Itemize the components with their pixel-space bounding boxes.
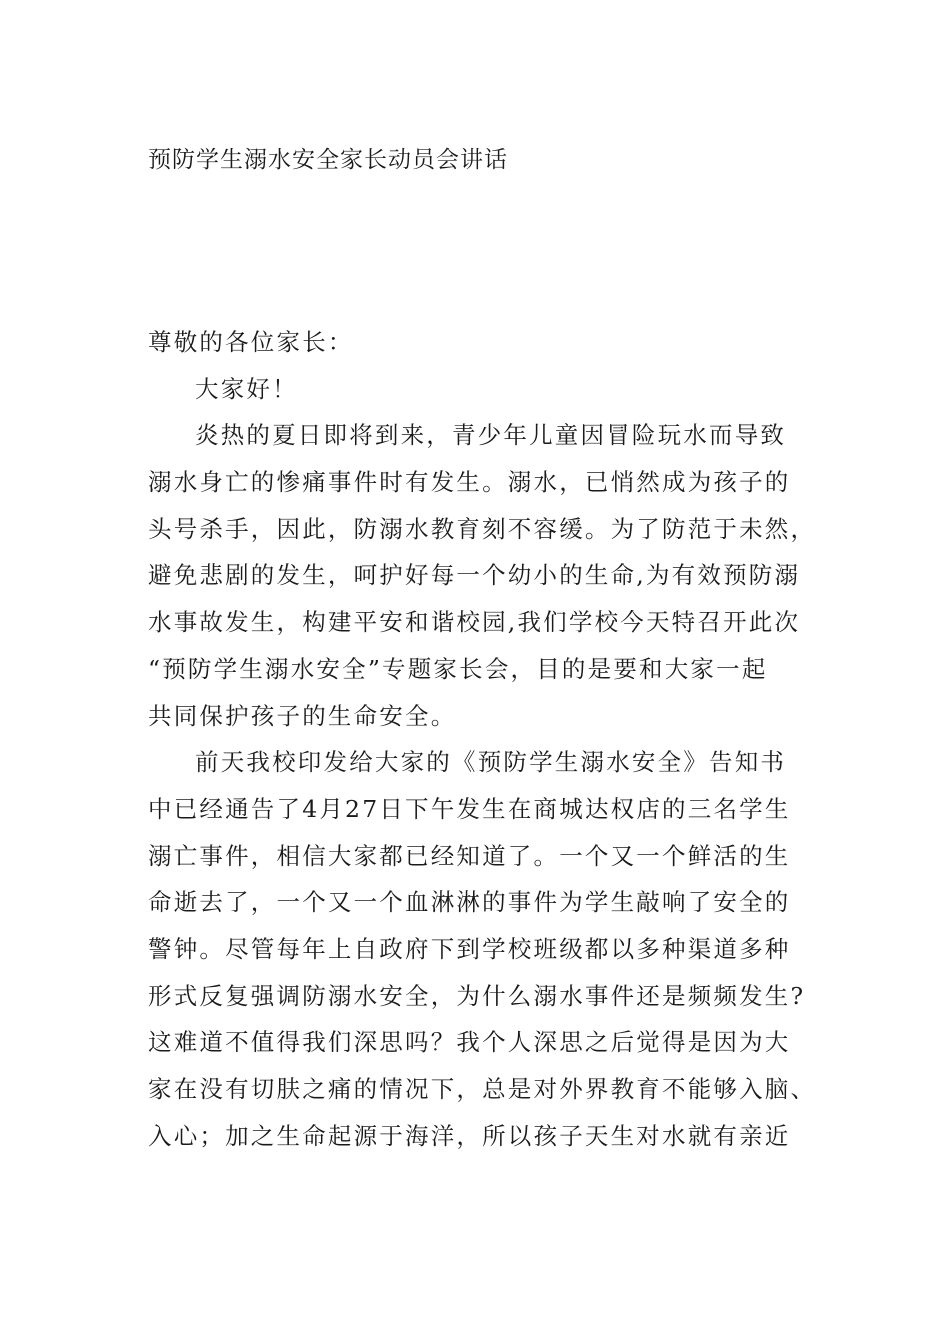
paragraph-2-line-1: 前天我校印发给大家的《预防学生溺水安全》告知书 — [195, 748, 787, 777]
paragraph-1-line-5: 水事故发生，构建平安和谐校园,我们学校今天特召开此次 — [148, 608, 801, 637]
paragraph-2-line-8: 家在没有切肤之痛的情况下，总是对外界教育不能够入脑、 — [148, 1075, 817, 1103]
paragraph-2-line-6: 形式反复强调防溺水安全，为什么溺水事件还是频频发生? — [148, 981, 806, 1010]
paragraph-1-line-4: 避免悲剧的发生，呵护好每一个幼小的生命,为有效预防溺 — [148, 561, 801, 590]
paragraph-1-line-6: “预防学生溺水安全”专题家长会，目的是要和大家一起 — [148, 654, 768, 683]
paragraph-2-line-3: 溺亡事件，相信大家都已经知道了。一个又一个鲜活的生 — [148, 841, 791, 870]
paragraph-1-line-2: 溺水身亡的惨痛事件时有发生。溺水，已悄然成为孩子的 — [148, 468, 791, 497]
document-body — [148, 324, 817, 1164]
greeting: 大家好！ — [195, 374, 298, 403]
salutation: 尊敬的各位家长： — [148, 328, 354, 356]
document-title: 预防学生溺水安全家长动员会讲话 — [148, 147, 508, 173]
paragraph-2-line-4: 命逝去了，一个又一个血淋淋的事件为学生敲响了安全的 — [148, 888, 791, 917]
paragraph-2-line-7: 这难道不值得我们深思吗？我个人深思之后觉得是因为大 — [148, 1028, 791, 1057]
paragraph-2-line-9: 入心；加之生命起源于海洋，所以孩子天生对水就有亲近 — [148, 1121, 791, 1150]
paragraph-2-line-5: 警钟。尽管每年上自政府下到学校班级都以多种渠道多种 — [148, 934, 791, 963]
paragraph-2-line-2: 中已经通告了4月27日下午发生在商城达权店的三名学生 — [148, 794, 791, 823]
paragraph-1-line-7: 共同保护孩子的生命安全。 — [148, 701, 457, 730]
paragraph-1-line-1: 炎热的夏日即将到来，青少年儿童因冒险玩水而导致 — [195, 421, 787, 450]
paragraph-1-line-3: 头号杀手，因此，防溺水教育刻不容缓。为了防范于未然， — [148, 514, 817, 543]
